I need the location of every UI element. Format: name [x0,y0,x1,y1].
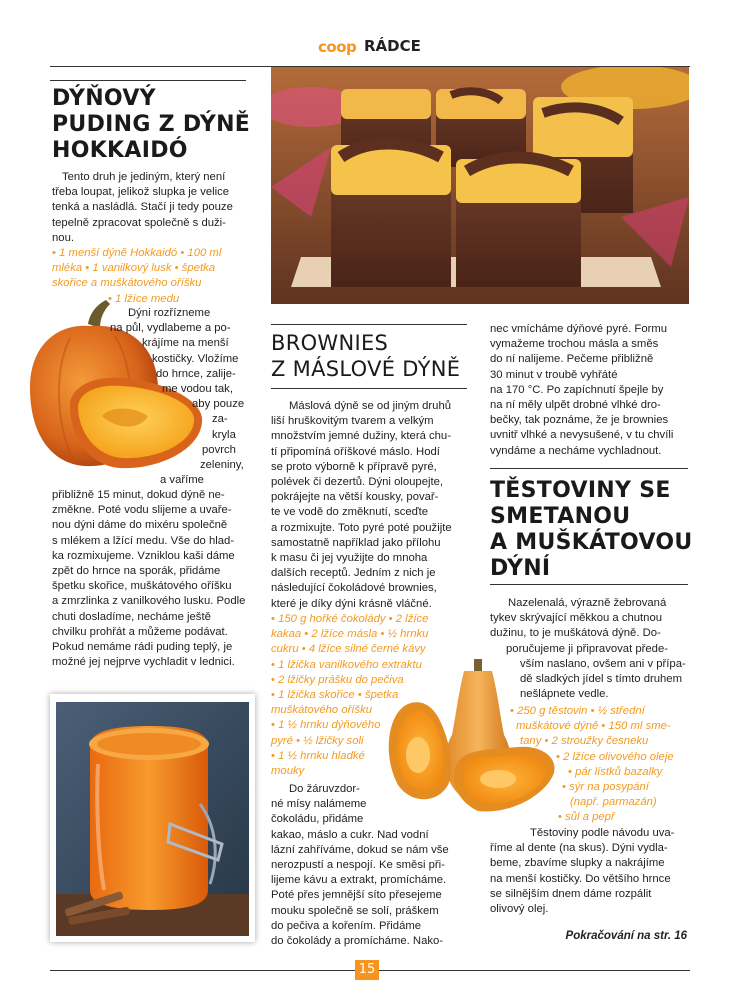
text-line: následující čokoládové brownies, [271,582,437,595]
ingredient: 150 g hořké čokolády [278,613,386,625]
recipe1-title-line: DÝŇOVÝ [52,86,156,111]
text-line: ka rozmixujeme. Vzniklou kaši dáme [52,549,235,562]
ingredient: skořice a muškátového oříšku [52,277,202,290]
col2-title-rule [271,324,467,325]
text-line: a zmrzlinka z vanilkového lusku. Podle [52,595,246,608]
text-line: změkne. Poté vodu slijeme a uvaře- [52,504,232,517]
text-line: dě sladkých jídel s tímto druhem [520,673,682,686]
ingredient: sůl a pepř [565,811,615,824]
continued-note: Pokračování na str. 16 [565,930,687,942]
recipe1-intro [52,170,247,246]
brownies-photo [271,67,689,304]
text-line: vyndáme a necháme vychladnout. [490,444,662,457]
magazine-title: RÁDCE [364,37,421,55]
text-line: uvnitř vlhké a nevysušené, v tu chvíli [490,429,674,442]
text-line: Dýni rozřízneme [128,307,211,319]
ingredient: mouky [271,765,305,778]
col2-title-underline [271,388,467,389]
text-line: a rozmixujte. Toto pyré poté použijte [271,521,452,534]
pumpkin-jar-photo-frame [50,694,255,942]
text-line: Tento druh je jediným, který není [62,171,226,183]
recipe2-title-line: BROWNIES [271,331,389,355]
ingredient: tany [520,735,542,748]
text-line: na půl, vydlabeme a po- [110,322,231,335]
page-number: 15 [358,962,376,977]
text-line: čokoládu, přidáme [271,813,364,826]
ingredient: sýr na posypání [569,781,649,794]
ingredient: ½ hrnku [387,628,429,641]
text-line: špetku skořice, muškátového oříšku [52,580,232,593]
text-line: za- [212,413,228,426]
text-line: Máslová dýně se od jiným druhů [289,400,452,412]
ingredient: ½ lžičky soli [303,734,364,747]
text-line: nec vmícháme dýňové pyré. Formu [490,323,668,335]
text-line: krájíme na menší [142,337,229,350]
coop-logo: coop [318,38,357,56]
text-line: k masu či jej využijte do mnoha [271,552,428,565]
pumpkin-jar-photo [50,694,255,942]
text-line: poručujeme ji připravovat přede- [506,642,669,655]
col3-title-rule [490,468,688,469]
recipe2-title-line: Z MÁSLOVÉ DÝNĚ [271,357,461,381]
text-line: Nazelenalá, výrazně žebrovaná [508,597,667,609]
text-line: polévek či dezertů. Dýni oloupejte, [271,476,444,489]
ingredient: muškátového oříšku [271,704,373,717]
text-line: zeleniny, [200,459,244,472]
recipe3-method [490,826,695,917]
text-line: te ve vodě do změknutí, sceďte [271,506,429,519]
text-line: kostičky. Vložíme [152,352,239,365]
ingredient: 2 lžičky prášku do pečiva [278,673,404,686]
text-line: chuti dosladíme, necháme ještě [52,610,211,623]
text-line: olivový olej. [490,903,549,916]
ingredient: 1 lžička skořice [278,689,355,702]
ingredient: 2 lžíce [395,613,429,625]
text-line: říme al dente (na skus). Dýni vydla- [490,842,668,855]
recipe1-title [52,86,252,164]
ingredient: 2 stroužky česneku [551,735,649,748]
text-line: které je díky dýni krásně vláčné. [271,597,432,610]
ingredient: 4 lžíce silné černé kávy [308,643,426,656]
text-line: se silnějším dnem dáme rozpálit [490,887,652,900]
text-line: do čokolády a promícháme. Nako- [271,935,444,948]
ingredient: špetka [181,262,216,275]
text-line: na ní měly ulpět drobné vlhké dro- [490,399,661,412]
text-line: do hrnce, zalije- [156,367,236,380]
recipe3-title [490,478,695,582]
ingredient: pár lístků bazalky [575,765,663,778]
ingredient: 1 lžíce medu [115,292,180,305]
text-line: chvilku prohřát a můžeme podávat. [52,625,228,638]
text-line: liší hruškovitým tvarem a velkým [271,415,434,428]
text-line: kryla [212,428,236,441]
recipe3-title-line: SMETANOU [490,504,631,529]
text-line: samostatně například jako přílohu [271,536,441,549]
ingredient: 150 ml sme- [608,720,671,733]
brownies-photo-frame [271,67,689,304]
text-line: bečky, tak poznáme, že je brownies [490,414,669,427]
recipe3-title-line: DÝNÍ [490,556,551,581]
text-line: né mísy nalámeme [271,798,367,811]
text-line: s mlékem a lžící medu. Vše do hlad- [52,534,235,547]
text-line: na menší kostičky. Do většího hrnce [490,872,671,885]
ingredient: 1 menší dýně Hokkaidó [59,247,178,259]
recipe2-intro [271,399,476,612]
ingredient: cukru [271,643,299,656]
text-line: možné jej nejprve vychladit v lednici. [52,656,235,669]
text-line: třeba loupat, jelikož slupka je velice [52,186,230,199]
ingredient: ½ střední [597,705,645,717]
ingredient: kakaa [271,628,302,641]
text-line: do ní nalijeme. Pečeme přibližně [490,353,654,366]
ingredient: 1 ½ hrnku hladké [278,749,365,762]
ingredient: muškátové dýně [516,720,599,733]
ingredient: mléka [52,262,83,275]
recipe3-ingredients: • 250 g těstovin • ½ střední muškátové dýně • 150 ml sme- tany • 2 stroužky česneku • 2 lžíce olivového oleje • pár lístků bazalky • sýr na posypání (např. parmazán) • sůl a pepř [510,705,674,824]
ingredient: pyré [271,734,293,747]
recipe3-title-line: A MUŠKÁTOVOU [490,530,693,555]
text-line: dužinu, to je muškátová dýně. Do- [490,627,661,640]
text-line: beme, zbavíme slupky a nakrájíme [490,857,665,870]
text-line: přibližně 15 minut, dokud dýně ne- [52,489,225,501]
text-line: nerozpustí a nespojí. Ke směsi při- [271,859,445,872]
col3-title-underline [490,584,688,585]
text-line: množstvím jemné dužiny, která chu- [271,430,451,443]
ingredient: špetka [364,689,399,702]
text-line: na 170 °C. Po zapíchnutí špejle by [490,383,664,396]
text-line: pokrájejte na větší kousky, povař- [271,491,439,504]
recipe1-title-line: HOKKAIDÓ [52,138,188,163]
text-line: kakao, máslo a cukr. Nad vodní [271,828,429,841]
text-line: aby pouze [192,398,245,411]
text-line: mouku společně se solí, práškem [271,904,439,917]
text-line: do pečiva a kořením. Přidáme [271,919,422,932]
recipe1-title-line: PUDING Z DÝNĚ [52,112,251,137]
ingredient: 1 lžička vanilkového extraktu [278,658,422,671]
text-line: vším naslano, ovšem ani v přípa- [520,657,686,670]
text-line: Poté přes jemnější síto přesejeme [271,889,442,902]
text-line: Těstoviny podle návodu uva- [530,827,675,839]
ingredient: 2 lžíce másla [311,628,378,641]
col1-title-rule [50,80,246,81]
text-line: se proto výborně k přípravě pyré, [271,460,437,473]
ingredient: 250 g těstovin [517,705,588,717]
text-line: Do žáruvzdor- [289,783,360,795]
text-line: zpět do hrnce na sporák, přidáme [52,565,221,578]
recipe2-ingredients: • 150 g hořké čokolády • 2 lžíce kakaa • 2 lžíce másla • ½ hrnku cukru • 4 lžíce silné černé kávy • 1 lžička vanilkového extraktu • 2 lžičky prášku do pečiva • 1 lžička skořice • špetka muškátového oříšku • 1 ½ hrnku dýňového pyré • ½ lžičky soli • 1 ½ hrnku hladké mouky [271,613,429,778]
text-line: Pokud nemáme rádi puding teplý, je [52,641,233,654]
text-line: nou. [52,231,74,244]
ingredient: 1 vanilkový lusk [92,262,172,275]
text-line: povrch [202,443,236,456]
text-line: tykev skrývající měkkou a chutnou [490,612,663,625]
text-line: 30 minut v troubě vyhřáté [490,368,618,381]
recipe1-method-wrap [52,306,248,488]
text-line: me vodou tak, [162,383,233,396]
recipe1-method [52,488,252,670]
text-line: vymažeme trochou másla a směs [490,338,659,351]
text-line: dalších receptů. Jedním z nich je [271,567,436,580]
recipe3-intro [490,596,695,702]
ingredient: 1 ½ hrnku dýňového [278,719,381,732]
text-line: tepelně zpracovat společně s duži- [52,216,226,229]
ingredient: 100 ml [187,247,222,259]
recipe1-ingredients: • 1 menší dýně Hokkaidó • 100 ml mléka • 1 vanilkový lusk • špetka skořice a muškátového oříšku • 1 lžíce medu [52,247,222,305]
ingredient: (např. parmazán) [570,796,657,809]
text-line: tí připomíná oříškové máslo. Hodí [271,445,440,458]
ingredient: 2 lžíce olivového oleje [563,750,674,763]
recipe2-title [271,330,476,382]
text-line: tenká a nasládlá. Stačí ji tedy pouze [52,201,233,214]
recipe3-title-line: TĚSTOVINY SE [490,478,671,503]
text-line: a vaříme [160,474,204,487]
text-line: nou dýni dáme do mixéru společně [52,519,228,532]
text-line: lijeme kávu a extrakt, promícháme. [271,874,447,887]
text-line: nešlápnete vedle. [520,688,609,701]
recipe2-method-continued [490,322,695,459]
text-line: lázní zahříváme, dokud se nám vše [271,843,449,856]
